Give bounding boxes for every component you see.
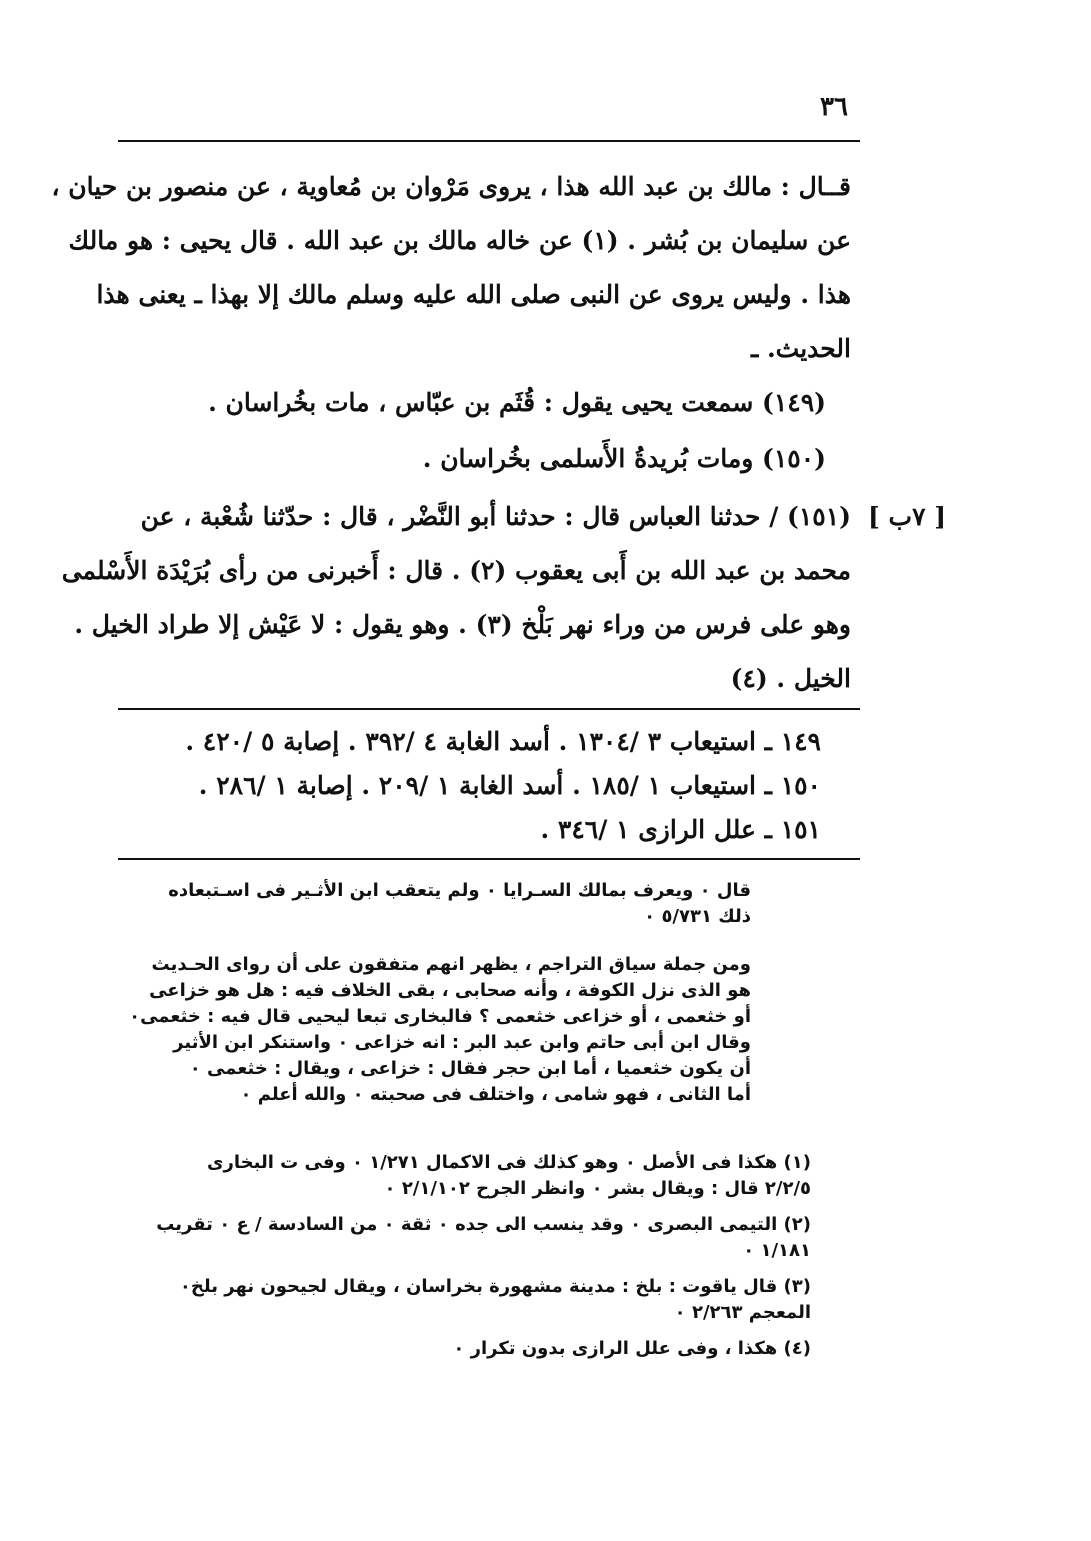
text-line: الخيل . (٤): [730, 664, 851, 693]
text-line: قــال : مالك بن عبد الله هذا ، يروى مَرْوان بن مُعاوية ، عن منصور بن حيان ،: [51, 172, 851, 201]
paragraph-149: [208, 376, 826, 430]
reference-entry: ١٥٠ ـ استيعاب ١ /١٨٥ . أسد الغابة ١ /٢٠٩ . إصابة ١ /٢٨٦ .: [198, 771, 821, 800]
page-number: ٣٦: [820, 92, 848, 122]
footnotes-rule: [118, 858, 860, 860]
manuscript-folio-marker: [ ٧ب ]: [868, 502, 947, 531]
note-line: أما الثانى ، فهو شامى ، واختلف فى صحبته ٠ والله أعلم ٠: [240, 1084, 751, 1105]
paragraph-151: [61, 490, 851, 706]
paragraph-148: [51, 160, 851, 376]
footnote-2: [111, 1212, 811, 1264]
reference-entry: ١٤٩ ـ استيعاب ٣ /١٣٠٤ . أسد الغابة ٤ /٣٩٢ . إصابة ٥ /٤٢٠ .: [185, 727, 821, 756]
note-line: ٢/٢/٥ قال : ويقال بشر ٠ وانظر الجرح ٢/١/١٠٢ ٠: [384, 1178, 811, 1199]
note-line: ١/١٨١ ٠: [743, 1240, 811, 1261]
note-line: (٤) هكذا ، وفى علل الرازى بدون تكرار ٠: [453, 1338, 811, 1359]
note-line: (٣) قال ياقوت : بلخ : مدينة مشهورة بخراسان ، ويقال لجيحون نهر بلخ٠: [179, 1276, 811, 1297]
note-line: أو خثعمى ، أو خزاعى خثعمى ؟ فالبخارى تبعا ليحيى قال فيه : خثعمى٠: [129, 1006, 751, 1027]
note-line: قال ٠ ويعرف بمالك السـرايا ٠ ولم يتعقب ابن الأثـير فى اسـتبعاده: [168, 880, 751, 901]
footnote-continuation: [111, 878, 751, 930]
footnotes-list: [111, 1150, 811, 1372]
note-line: ومن جملة سياق التراجم ، يظهر انهم متفقون على أن رواى الحـديث: [151, 954, 751, 975]
note-line: (١) هكذا فى الأصل ٠ وهو كذلك فى الاكمال ١/٢٧١ ٠ وفى ت البخارى: [207, 1152, 811, 1173]
footnote-1: [111, 1150, 811, 1202]
text-line: (١٥١) / حدثنا العباس قال : حدثنا أبو النَّضْر ، قال : حدّثنا شُعْبة ، عن: [140, 502, 851, 531]
note-line: وقال ابن أبى حاتم وابن عبد البر : انه خزاعى ٠ واستنكر ابن الأثير: [173, 1032, 751, 1053]
footnote-4: [111, 1336, 811, 1362]
note-line: أن يكون خثعميا ، أما ابن حجر فقال : خزاعى ، ويقال : خثعمى ٠: [189, 1058, 751, 1079]
references-rule: [118, 708, 860, 710]
text-line: (١٤٩) سمعت يحيى يقول : قُثَم بن عبّاس ، مات بخُراسان .: [208, 388, 826, 417]
paragraph-150: [226, 432, 826, 486]
references-list: [185, 720, 821, 852]
note-line: ذلك ٥/٧٣١ ٠: [644, 906, 751, 927]
note-line: هو الذى نزل الكوفة ، وأنه صحابى ، بقى الخلاف فيه : هل هو خزاعى: [149, 980, 751, 1001]
reference-entry: ١٥١ ـ علل الرازى ١ /٣٤٦ .: [540, 815, 821, 844]
footnote-discussion: [111, 952, 751, 1108]
text-line: عن سليمان بن بُشر . (١) عن خاله مالك بن عبد الله . قال يحيى : هو مالك: [68, 226, 851, 255]
footnote-3: [111, 1274, 811, 1326]
top-rule: [118, 140, 860, 142]
text-line: الحديث. ـ: [750, 334, 851, 363]
text-line: وهو على فرس من وراء نهر بَلْخ (٣) . وهو يقول : لا عَيْش إلا طراد الخيل .: [74, 610, 851, 639]
note-line: المعجم ٢/٢٦٣ ٠: [674, 1302, 811, 1323]
text-line: هذا . وليس يروى عن النبى صلى الله عليه وسلم مالك إلا بهذا ـ يعنى هذا: [96, 280, 851, 309]
text-line: (١٥٠) ومات بُريدةُ الأَسلمى بخُراسان .: [422, 444, 826, 473]
text-line: محمد بن عبد الله بن أَبى يعقوب (٢) . قال : أَخبرنى من رأى بُرَيْدَة الأَسْلمى: [61, 556, 851, 585]
note-line: (٢) التيمى البصرى ٠ وقد ينسب الى جده ٠ ثقة ٠ من السادسة / ع ٠ تقريب: [156, 1214, 811, 1235]
